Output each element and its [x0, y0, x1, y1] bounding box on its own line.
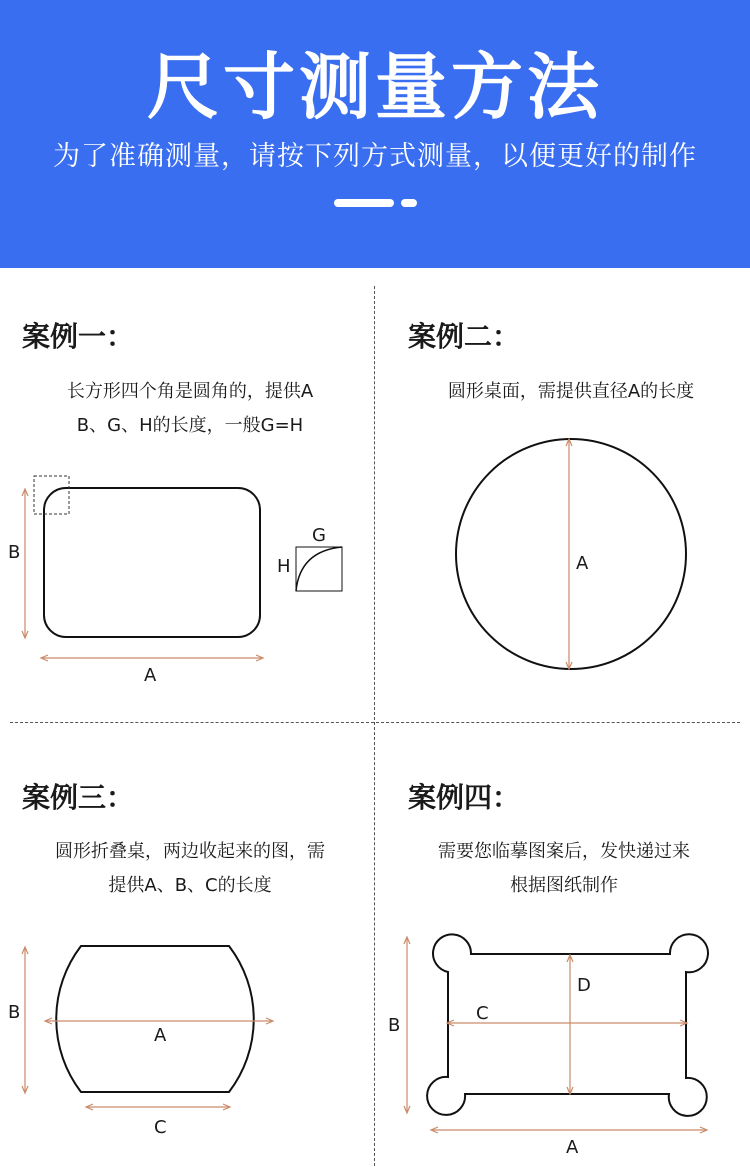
decor-bar-long: [334, 199, 394, 207]
label-a: A: [144, 665, 157, 686]
case-1-desc-line-2: B、G、H的长度，一般G=H: [76, 415, 304, 436]
case-4-title: 案例四：: [408, 781, 521, 814]
rounded-rectangle: [44, 488, 260, 637]
label-g: G: [312, 525, 326, 546]
measure-line-b: [22, 947, 28, 1093]
page-title: 尺寸测量方法: [146, 45, 603, 129]
case-4-figure: [375, 925, 750, 1165]
label-c: C: [476, 1003, 489, 1024]
round-tabletop: [456, 439, 686, 669]
case-1-desc-line-1: 长方形四个角是圆角的，提供A: [66, 381, 314, 402]
case-4-desc-line-2: 根据图纸制作: [510, 875, 618, 896]
measure-line-a: [45, 1018, 273, 1024]
label-b: B: [388, 1015, 401, 1036]
label-a: A: [576, 553, 589, 574]
case-2-desc-line-1: 圆形桌面，需提供直径A的长度: [447, 381, 695, 402]
case-4-desc-line-1: 需要您临摹图案后，发快递过来: [438, 841, 690, 862]
measure-line-a: [41, 655, 263, 661]
label-c: C: [154, 1117, 167, 1138]
label-d: D: [577, 975, 591, 996]
measure-line-diameter-a: [566, 439, 572, 669]
case-2-figure: [375, 425, 750, 685]
case-1-description: [20, 375, 360, 443]
page-subtitle: 为了准确测量，请按下列方式测量，以便更好的制作: [53, 141, 697, 172]
measure-line-a: [431, 1127, 707, 1133]
folding-table-outline: [56, 946, 254, 1092]
corner-detail-box: [34, 476, 69, 514]
case-1-figure: [0, 470, 375, 700]
header-banner: [0, 0, 750, 268]
measure-line-c: [86, 1104, 230, 1110]
decor-bar-short: [401, 199, 417, 207]
case-3-figure: [0, 930, 375, 1165]
case-3-desc-line-2: 提供A、B、C的长度: [108, 875, 272, 896]
label-b: B: [8, 1002, 21, 1023]
measure-line-b: [22, 489, 28, 638]
case-3-desc-line-1: 圆形折叠桌，两边收起来的图，需: [55, 841, 325, 862]
label-h: H: [277, 556, 291, 577]
case-1-title: 案例一：: [22, 320, 135, 353]
case-3-title: 案例三：: [22, 781, 135, 814]
divider-horizontal: [10, 722, 740, 723]
measure-line-d: [567, 955, 573, 1094]
case-3-description: [20, 835, 360, 903]
label-a: A: [154, 1025, 167, 1046]
label-b: B: [8, 542, 21, 563]
measure-line-b: [404, 937, 410, 1113]
label-a: A: [566, 1137, 579, 1158]
corner-zoom-detail: [296, 547, 342, 591]
case-2-title: 案例二：: [408, 320, 521, 353]
case-4-description: [392, 835, 736, 903]
case-2-description: [392, 375, 750, 409]
